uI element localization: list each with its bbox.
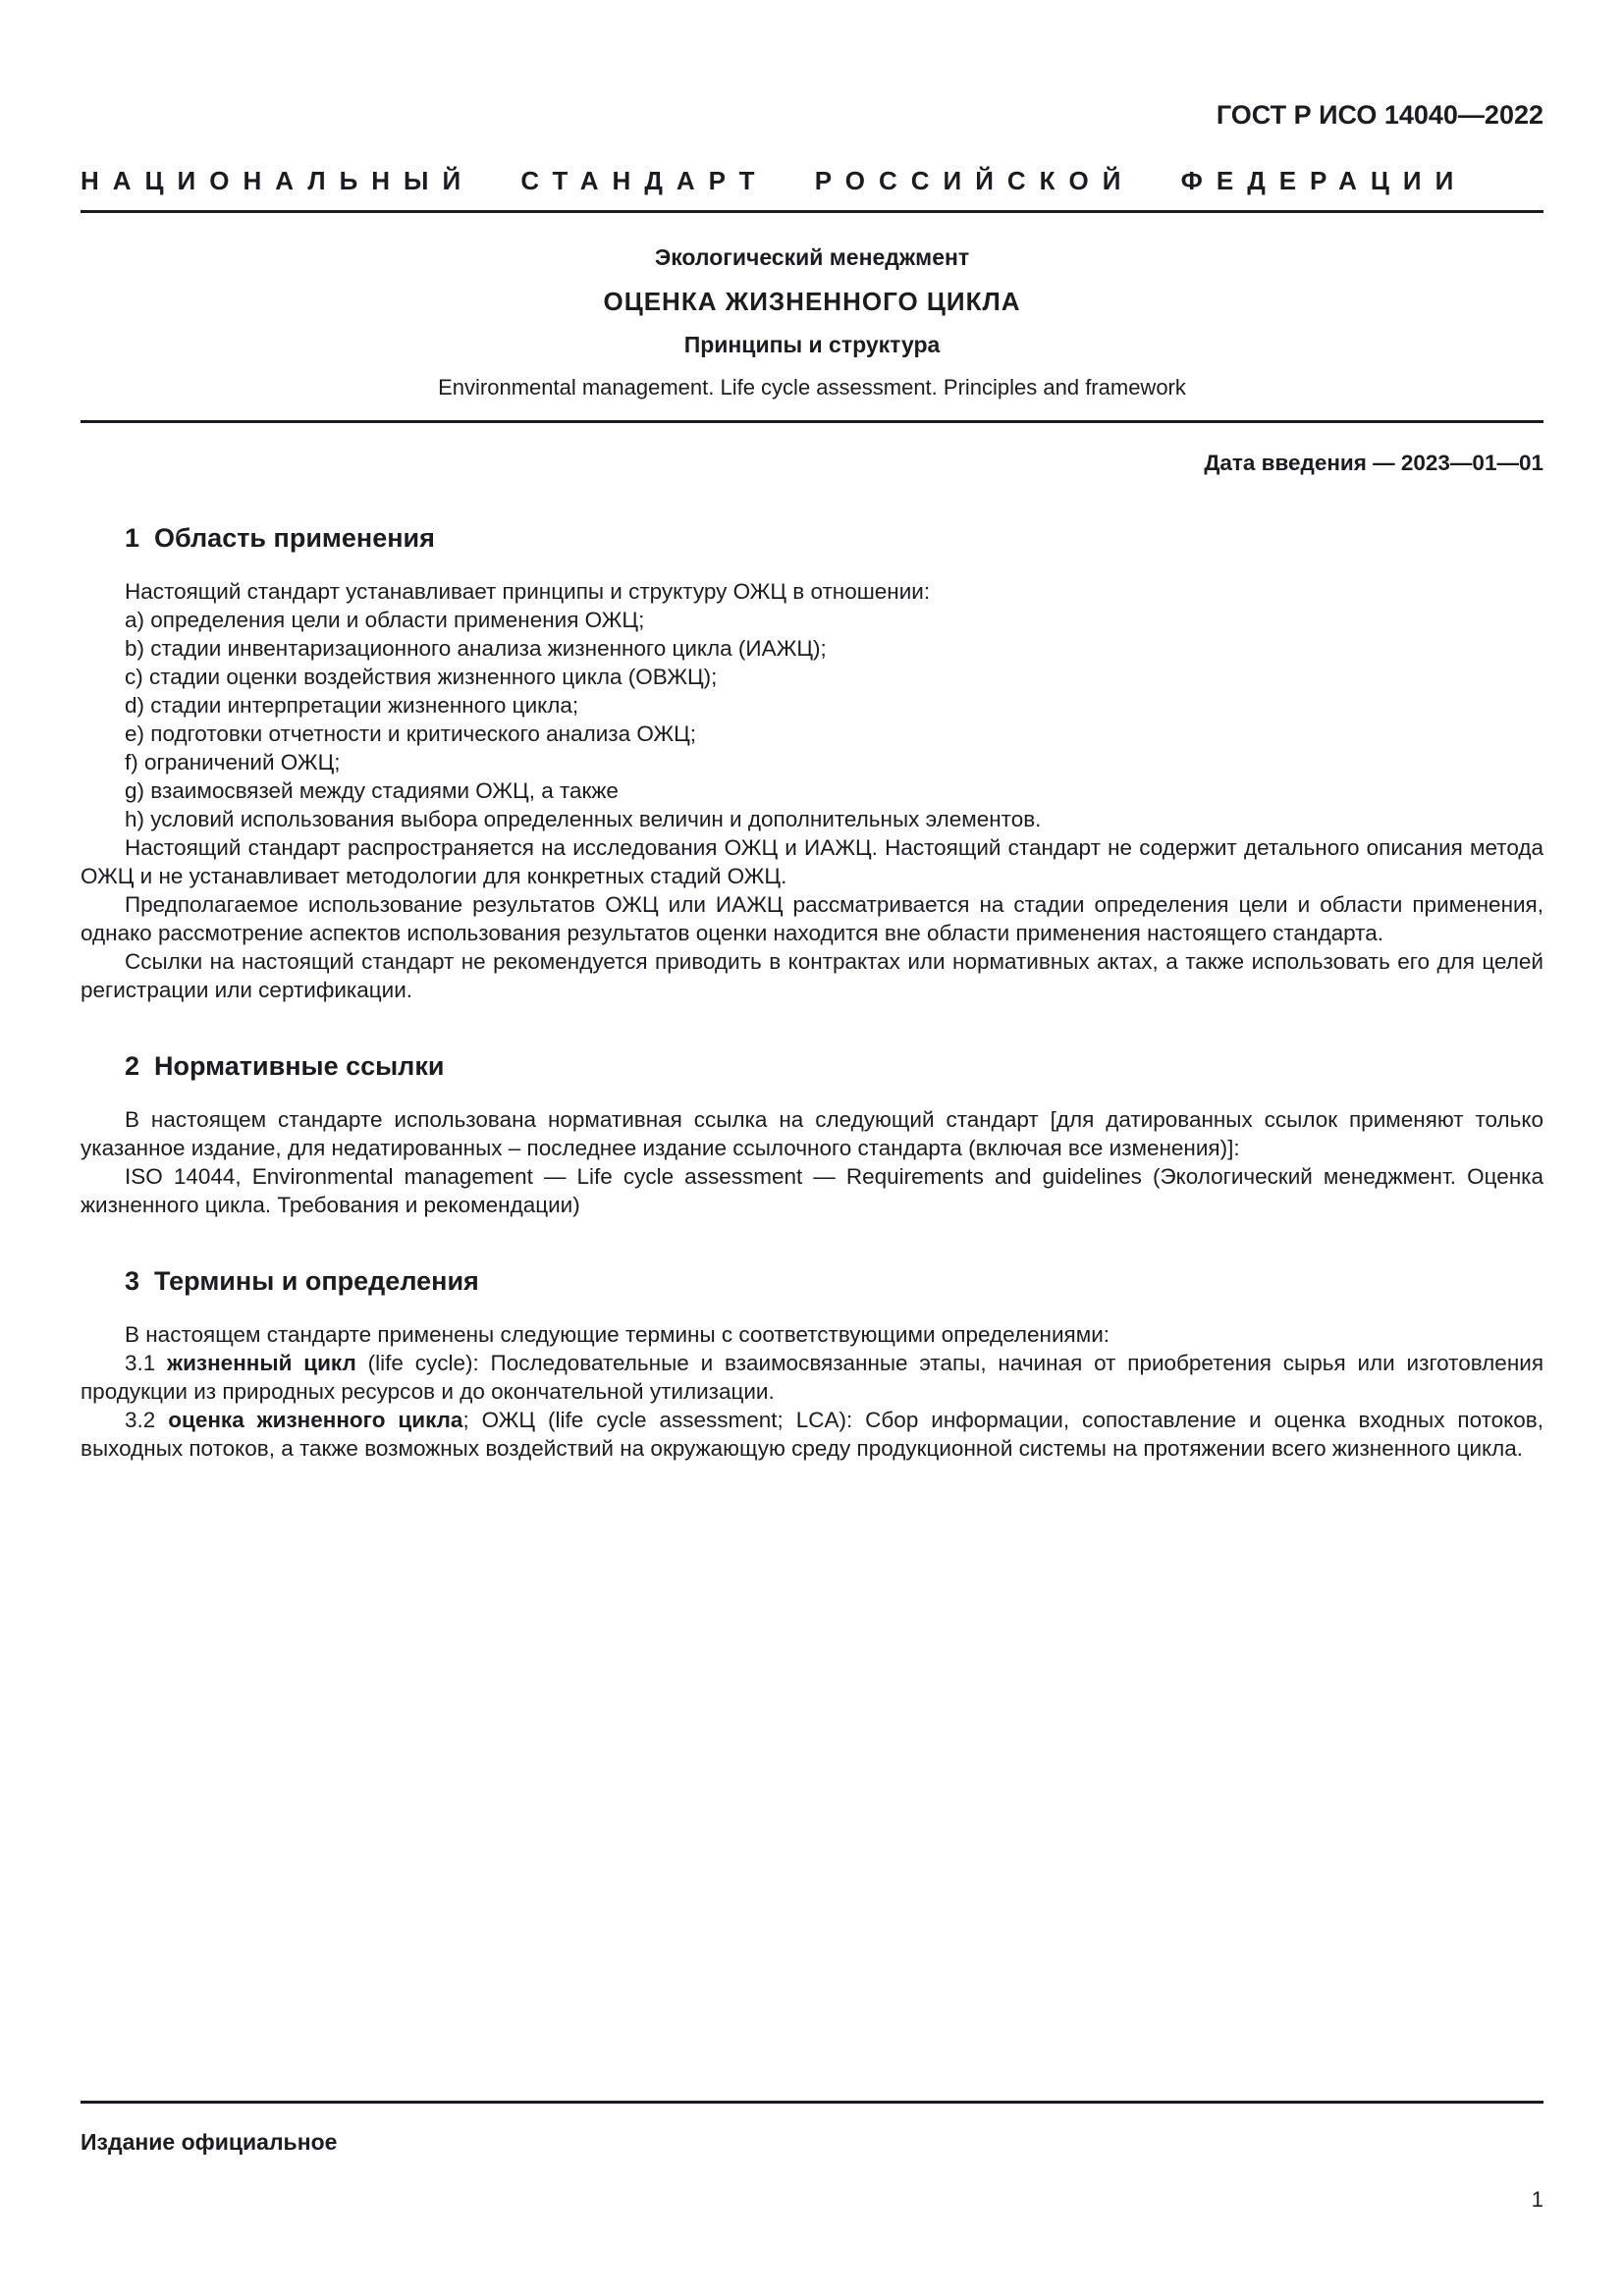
list-item: c) стадии оценки воздействия жизненного цикла (ОВЖЦ); <box>125 665 718 689</box>
edition-note: Издание официальное <box>81 2129 338 2155</box>
subtitle: Принципы и структура <box>683 332 941 357</box>
list-item: e) подготовки отчетности и критического анализа ОЖЦ; <box>125 721 697 746</box>
footer-divider <box>81 2101 1543 2104</box>
term-name: оценка жизненного цикла <box>168 1408 463 1432</box>
paragraph: В настоящем стандарте использована нормативная ссылка на следующий стандарт [для датированных ссылок применяют только указанное издание, для недатированных – последнее издание ссылочного стандарта (включая все изменения)]: <box>81 1107 1543 1160</box>
section-1-heading: 1 Область применения <box>125 523 435 553</box>
paragraph: Настоящий стандарт устанавливает принципы и структуру ОЖЦ в отношении: <box>125 579 931 604</box>
term-text: (life cycle): Последовательные и взаимосвязанные этапы, начиная от приобретения сырья или изготовления продукции из природных ресурсов и до окончательной утилизации. <box>81 1351 1543 1404</box>
subject-line: Экологический менеджмент <box>654 244 970 270</box>
term-text: ; ОЖЦ (life cycle assessment; LCA): Сбор информации, сопоставление и оценка входных потоков, выходных потоков, а также возможных воздействий на окружающую среду продукционной системы на протяжении всего жизненного цикла. <box>81 1408 1543 1461</box>
term-number: 3.2 <box>125 1408 156 1432</box>
title-english: Environmental management. Life cycle assessment. Principles and framework <box>438 375 1186 400</box>
term-number: 3.1 <box>125 1351 156 1375</box>
list-item: a) определения цели и области применения ОЖЦ; <box>125 608 645 632</box>
paragraph: В настоящем стандарте применены следующие термины с соответствующими определениями: <box>125 1322 1110 1347</box>
paragraph: ISO 14044, Environmental management — Life cycle assessment — Requirements and guidelines (Экологический менеджмент. Оценка жизненного цикла. Требования и рекомендации) <box>81 1164 1543 1217</box>
term-definition <box>81 1406 1543 1463</box>
title-divider <box>81 420 1543 423</box>
term-name: жизненный цикл <box>167 1351 356 1375</box>
title-block <box>81 244 1543 400</box>
doc-number: ГОСТ Р ИСО 14040—2022 <box>1216 100 1543 130</box>
section-scope <box>81 523 1543 1004</box>
section-2-heading: 2 Нормативные ссылки <box>125 1051 445 1081</box>
main-title: ОЦЕНКА ЖИЗНЕННОГО ЦИКЛА <box>603 287 1021 316</box>
paragraph: Настоящий стандарт распространяется на исследования ОЖЦ и ИАЖЦ. Настоящий стандарт не содержит детального описания метода ОЖЦ и не устанавливает методологии для конкретных стадий ОЖЦ. <box>81 835 1543 888</box>
section-normative-references <box>81 1051 1543 1219</box>
page-number: 1 <box>1531 2187 1543 2212</box>
paragraph: Предполагаемое использование результатов ОЖЦ или ИАЖЦ рассматривается на стадии определения цели и области применения, однако рассмотрение аспектов использования результатов оценки находится вне области применения настоящего стандарта. <box>81 892 1543 945</box>
list-item: d) стадии интерпретации жизненного цикла; <box>125 693 579 718</box>
term-definition <box>81 1349 1543 1406</box>
page-footer <box>81 2101 1543 2213</box>
list-item: g) взаимосвязей между стадиями ОЖЦ, а также <box>125 778 619 803</box>
national-standard-banner: НАЦИОНАЛЬНЫЙ СТАНДАРТ РОССИЙСКОЙ ФЕДЕРАЦИИ <box>81 166 1468 195</box>
effective-date: Дата введения — 2023—01—01 <box>1204 451 1543 475</box>
section-terms-definitions <box>81 1266 1543 1463</box>
header-divider <box>81 210 1543 213</box>
section-3-heading: 3 Термины и определения <box>125 1266 479 1296</box>
paragraph: Ссылки на настоящий стандарт не рекомендуется приводить в контрактах или нормативных актах, а также использовать его для целей регистрации или сертификации. <box>81 949 1543 1002</box>
list-item: h) условий использования выбора определенных величин и дополнительных элементов. <box>125 807 1042 831</box>
list-item: f) ограничений ОЖЦ; <box>125 750 341 774</box>
list-item: b) стадии инвентаризационного анализа жизненного цикла (ИАЖЦ); <box>125 636 827 661</box>
